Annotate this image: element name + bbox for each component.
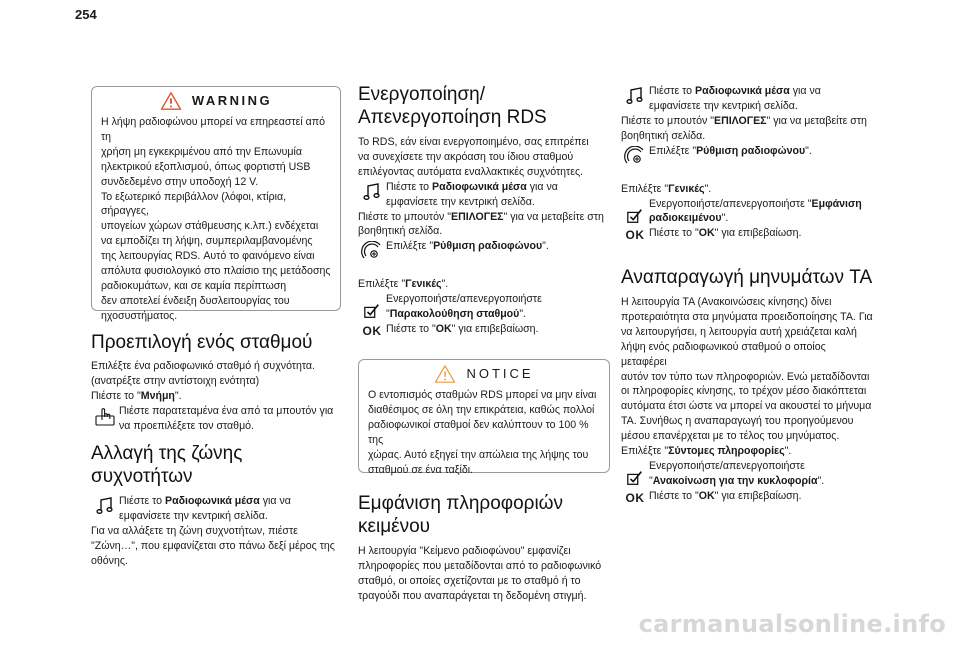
radiotext-step-toggle: Ενεργοποιήστε/απενεργοποιήστε "Εμφάνιση ραδιοκειμένου".	[621, 197, 873, 227]
warning-line: Το εξωτερικό περιβάλλον (λόφοι, κτίρια, σήραγγες,	[101, 190, 287, 218]
warning-line: δεν αποτελεί ένδειξη δυσλειτουργίας του	[101, 294, 290, 307]
preset-press: Πιέστε το "Μνήμη".	[91, 389, 182, 402]
radiotext-line: τραγούδι που αναπαράγεται τη δεδομένη στιγμή.	[358, 589, 587, 602]
notice-line: ραδιοφωνικοί σταθμοί δεν καλύπτουν το 100 % της	[368, 418, 589, 446]
warning-text	[92, 115, 340, 330]
band-line: οθόνης.	[91, 554, 128, 567]
radiotext-options: Πιέστε το μπουτόν "ΕΠΙΛΟΓΕΣ" για να μεταβείτε στη	[621, 114, 867, 127]
rds-options: Πιέστε το μπουτόν "ΕΠΙΛΟΓΕΣ" για να μεταβείτε στη	[358, 210, 604, 223]
warning-header	[92, 87, 340, 115]
music-note-icon	[625, 86, 645, 106]
ta-line: να λειτουργήσει, η λειτουργία αυτή χρειάζεται καλή	[621, 325, 857, 338]
preset-line: (ανατρέξτε στην αντίστοιχη ενότητα)	[91, 374, 260, 387]
ok-icon: OK	[362, 324, 382, 339]
checkbox-icon	[626, 469, 644, 487]
band-step-text: Πιέστε το Ραδιοφωνικά μέσα για να	[119, 495, 291, 507]
rds-intro: επιλέγοντας αυτόματα εναλλακτικές συχνότητες.	[358, 165, 583, 178]
radio-settings-icon	[361, 241, 383, 263]
warning-line: ηλεκτρικού εξοπλισμού, όπως φορτιστή USB	[101, 160, 311, 173]
rds-step-toggle: Ενεργοποιήστε/απενεργοποιήστε "Παρακολούθηση σταθμού".	[358, 292, 610, 322]
preset-section	[91, 331, 341, 434]
warning-line: απόλυτα φυσιολογικό στο πλαίσιο της μετάδοσης	[101, 265, 331, 278]
music-note-icon	[95, 496, 115, 516]
radiotext-line: σταθμό, οι οποίες σχετίζονται με το σταθμό ή το	[358, 574, 581, 587]
warning-line: συνδεδεμένο στην υποδοχή 12 V.	[101, 175, 259, 188]
ta-line: αυτόν τον τύπο των πληροφοριών. Ενώ μεταδίδονται	[621, 370, 870, 383]
warning-title: WARNING	[191, 92, 273, 108]
band-section	[91, 442, 341, 569]
notice-text	[359, 388, 609, 483]
preset-step-text: να προεπιλέξετε τον σταθμό.	[119, 419, 255, 432]
warning-line: να εμποδίζει τη λήψη, συμπεριλαμβανομένης	[101, 235, 313, 248]
radiotext-heading: Εμφάνιση πληροφοριών κειμένου	[358, 493, 564, 537]
radiotext-step-media: Πιέστε το Ραδιοφωνικά μέσα για να εμφανίσετε την κεντρική σελίδα.	[621, 84, 873, 114]
notice-line: Ο εντοπισμός σταθμών RDS μπορεί να μην είναι	[368, 389, 597, 401]
notice-icon	[434, 364, 456, 384]
rds-intro: να συνεχίσετε την ακρόαση του ίδιου σταθμού	[358, 150, 574, 163]
radiotext-line: Η λειτουργία "Κείμενο ραδιοφώνου" εμφανίζει	[358, 545, 571, 557]
notice-header	[359, 360, 609, 388]
warning-line: χρήση μη εγκεκριμένου από την Επωνυμία	[101, 145, 303, 158]
ta-section	[621, 266, 873, 506]
ta-line: μέσου επανέρχεται με το τέλος του μηνύματος.	[621, 430, 840, 443]
ta-line: οι πληροφορίες κίνησης, το τρέχον μέσο διακόπτεται	[621, 385, 867, 398]
band-step-text: εμφανίσετε την κεντρική σελίδα.	[119, 509, 268, 522]
rds-options: βοηθητική σελίδα.	[358, 225, 443, 238]
radiotext-section-a	[358, 492, 610, 604]
touch-finger-icon	[94, 406, 116, 428]
band-step	[91, 494, 341, 524]
notice-box	[358, 359, 610, 476]
rds-step-ok: OK Πιέστε το "OK" για επιβεβαίωση.	[358, 322, 610, 339]
ta-line: λήψη ενός ραδιοφωνικού σταθμού ο οποίος μεταφέρει	[621, 340, 826, 368]
band-line: "Ζώνη…", που εμφανίζεται στο πάνω δεξί μέρος της	[91, 539, 335, 552]
ta-line: Η λειτουργία TA (Ανακοινώσεις κίνησης) δίνει	[621, 296, 832, 308]
warning-box	[91, 86, 341, 322]
ok-icon: OK	[625, 228, 645, 243]
rds-intro: Το RDS, εάν είναι ενεργοποιημένο, σας επιτρέπει	[358, 136, 589, 148]
ta-step-ok: OK Πιέστε το "OK" για επιβεβαίωση.	[621, 489, 873, 506]
watermark: carmanualsonline.info	[638, 610, 946, 638]
radiotext-step-ok: OK Πιέστε το "OK" για επιβεβαίωση.	[621, 226, 873, 243]
warning-line: ραδιοκυμάτων, και σε καμία περίπτωση	[101, 279, 287, 292]
ta-heading: Αναπαραγωγή μηνυμάτων TA	[621, 267, 873, 288]
notice-line: διαθέσιμος σε όλη την επικράτεια, καθώς πολλοί	[368, 403, 595, 416]
band-heading: Αλλαγή της ζώνης συχνοτήτων	[91, 443, 243, 487]
rds-step-media: Πιέστε το Ραδιοφωνικά μέσα για να εμφανίσετε την κεντρική σελίδα.	[358, 180, 610, 210]
band-line: Για να αλλάξετε τη ζώνη συχνοτήτων, πιέστε	[91, 524, 298, 537]
ok-icon: OK	[625, 490, 645, 505]
preset-step-text: Πιέστε παρατεταμένα ένα από τα μπουτόν για	[119, 404, 334, 417]
rds-step-radio: Επιλέξτε "Ρύθμιση ραδιοφώνου".	[358, 239, 610, 263]
ta-line: προτεραιότητα στα μηνύματα προειδοποίησης TA. Για	[621, 310, 873, 323]
notice-line: χώρας. Αυτό εξηγεί την απώλεια της λήψης του	[368, 448, 589, 461]
preset-heading: Προεπιλογή ενός σταθμού	[91, 332, 313, 353]
ta-step-text: Ενεργοποιήστε/απενεργοποιήστε	[649, 459, 805, 472]
warning-line: ηχοσυστήματος.	[101, 309, 178, 322]
page-number: 254	[75, 7, 97, 22]
rds-general: Επιλέξτε "Γενικές".	[358, 278, 449, 291]
radiotext-general: Επιλέξτε "Γενικές".	[621, 182, 712, 195]
warning-line: υπογείων χώρων στάθμευσης κ.λπ.) ενδέχεται	[101, 220, 319, 233]
radiotext-options: βοηθητική σελίδα.	[621, 129, 706, 142]
radiotext-step-radio: Επιλέξτε "Ρύθμιση ραδιοφώνου".	[621, 144, 873, 168]
rds-step-text: εμφανίσετε την κεντρική σελίδα.	[386, 195, 535, 208]
warning-line: Η λήψη ραδιοφώνου μπορεί να επηρεαστεί από τη	[101, 116, 325, 143]
warning-icon	[160, 91, 182, 111]
preset-line: Επιλέξτε ένα ραδιοφωνικό σταθμό ή συχνότητα.	[91, 360, 315, 372]
warning-line: της λειτουργίας RDS. Αυτό το φαινόμενο είναι	[101, 250, 315, 263]
notice-line: σταθμού σε ένα ταξίδι.	[368, 463, 474, 476]
rds-section	[358, 83, 610, 339]
ta-line: αυτόματα έτσι ώστε να μπορεί να ακουστεί το μήνυμα	[621, 400, 872, 413]
checkbox-icon	[626, 207, 644, 225]
ta-line: TA. Συνήθως η αναπαραγωγή του προηγούμενου	[621, 415, 854, 428]
rds-step-text: Ενεργοποιήστε/απενεργοποιήστε	[386, 293, 542, 306]
preset-step	[91, 404, 341, 434]
radio-settings-icon	[624, 146, 646, 168]
music-note-icon	[362, 182, 382, 202]
ta-select: Επιλέξτε "Σύντομες πληροφορίες".	[621, 445, 792, 458]
notice-title: NOTICE	[466, 365, 534, 381]
radiotext-step-text: εμφανίσετε την κεντρική σελίδα.	[649, 99, 798, 112]
radiotext-line: πληροφορίες που μεταδίδονται από το ραδιοφωνικό	[358, 559, 602, 572]
radiotext-section-b	[621, 84, 873, 243]
rds-heading: Ενεργοποίηση/ Απενεργοποίηση RDS	[358, 84, 547, 128]
checkbox-icon	[363, 302, 381, 320]
ta-step-toggle: Ενεργοποιήστε/απενεργοποιήστε "Ανακοίνωση για την κυκλοφορία".	[621, 459, 873, 489]
